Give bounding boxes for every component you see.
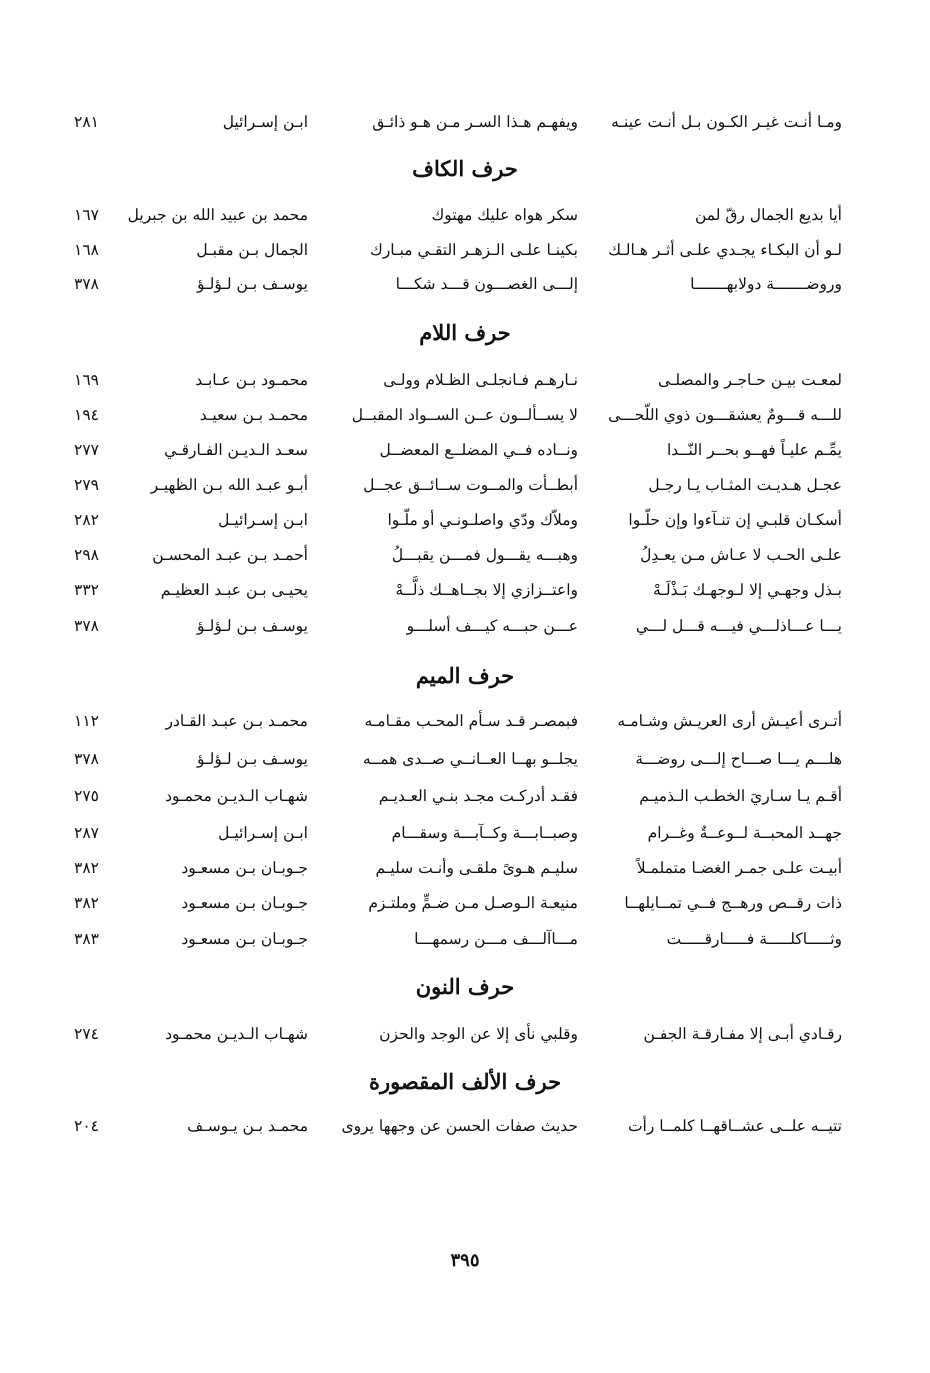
poet-name: ابـن إسـرائيل <box>222 113 308 131</box>
poet-name: جـوبـان بـن مسعـود <box>181 930 308 948</box>
hemistich-first: يـــا عـــاذلـــي فيـــه قـــل لـــي <box>635 617 842 635</box>
poet-name: محمـد بـن يـوسـف <box>187 1117 308 1135</box>
hemistich-second: وصبــابـــة وكــآبـــة وسقـــام <box>391 824 578 842</box>
hemistich-first: ومـا أنـت غيـر الكـون بـل أنـت عينـه <box>611 113 842 131</box>
hemistich-first: أبيـت علـى جمـر الغضـا متملمـلاً <box>636 859 842 877</box>
page-reference: ٢٧٥ <box>74 787 99 805</box>
hemistich-first: علـى الحـب لا عـاش مـن يعـدِلُ <box>640 546 842 564</box>
page-reference: ٢٧٩ <box>74 476 99 494</box>
table-row <box>0 365 930 395</box>
poet-name: جـوبـان بـن مسعـود <box>181 894 308 912</box>
poet-name: يوسـف بـن لـؤلـؤ <box>197 617 308 635</box>
poet-name: محمد بن عبيد الله بن جبريل <box>127 206 308 224</box>
table-row <box>0 540 930 570</box>
page-reference: ٢٨٢ <box>74 511 99 529</box>
table-row <box>0 853 930 883</box>
hemistich-first: وثـــــاكلـــــة فـــــارقـــــت <box>666 930 842 948</box>
table-row <box>0 818 930 848</box>
page-reference: ٣٧٨ <box>74 275 99 293</box>
hemistich-second: سليـم هـوىً ملقـى وأنـت سليـم <box>375 859 578 877</box>
page-reference: ١٦٧ <box>74 206 99 224</box>
section-heading-mim: حرف الميم <box>415 663 515 688</box>
hemistich-second: سكر هواه عليك مهتوك <box>431 206 578 224</box>
hemistich-first: لمعـت بيـن حـاجـر والمصلـى <box>657 371 842 389</box>
poet-name: أبـو عبـد الله بـن الظهيـر <box>150 476 308 494</box>
poet-name: محمـد بـن سعيـد <box>199 406 308 424</box>
hemistich-second: عـــن حبـــه كيـــف أسلـــو <box>406 617 578 635</box>
hemistich-first: رقـادي أبـى إلا مفـارقـة الجفـن <box>643 1025 842 1043</box>
poet-name: الجمال بـن مقبـل <box>196 241 308 259</box>
page-reference: ٢٨٧ <box>74 824 99 842</box>
hemistich-second: وقلبي نأى إلا عن الوجد والحزن <box>379 1025 578 1043</box>
page-reference: ٣٧٨ <box>74 750 99 768</box>
hemistich-first: عجـل هـديـت المثـاب يـا رجـل <box>648 476 842 494</box>
page-reference: ٣٧٨ <box>74 617 99 635</box>
hemistich-second: يجلــو بهــا العــانــي صــدى همــه <box>362 750 578 768</box>
hemistich-second: بكينـا علـى الـزهـر التقـي مبـارك <box>370 241 578 259</box>
hemistich-first: للـــه قـــومٌ يعشقـــون ذوي اللّحـــى <box>608 406 842 424</box>
poet-name: شهـاب الـديـن محمـود <box>165 1025 308 1043</box>
hemistich-second: لا يســألــون عــن الســواد المقبــل <box>351 406 578 424</box>
page-reference: ٣٨٢ <box>74 859 99 877</box>
hemistich-first: لـو أن البكـاء يجـدي علـى أثـر هـالـك <box>608 241 842 259</box>
hemistich-first: أيا بديع الجمال رقّ لمن <box>694 206 842 224</box>
poet-name: يوسـف بـن لـؤلـؤ <box>197 750 308 768</box>
poet-name: سعـد الـديـن الفـارقـي <box>164 441 308 459</box>
page-reference: ١١٢ <box>74 712 99 730</box>
page-reference: ١٦٩ <box>74 371 99 389</box>
table-row <box>0 1019 930 1049</box>
hemistich-first: بـذل وجهـي إلا لـوجهـك بَـذْلَـهْ <box>653 581 842 599</box>
poet-name: محمـود بـن عـابـد <box>195 371 308 389</box>
hemistich-first: وروضـــــــة دولابهـــــــا <box>690 275 842 293</box>
poet-name: شهـاب الـديـن محمـود <box>165 787 308 805</box>
page-reference: ٢٩٨ <box>74 546 99 564</box>
table-row <box>0 781 930 811</box>
table-row <box>0 888 930 918</box>
hemistich-second: فبمصـر قـد سـأم المحـب مقـامـه <box>364 712 578 730</box>
table-row <box>0 575 930 605</box>
table-row <box>0 924 930 954</box>
hemistich-second: نـارهـم فـانجلـى الظـلام وولـى <box>383 371 578 389</box>
hemistich-second: ونــاده فــي المضلــع المعضــل <box>379 441 578 459</box>
hemistich-second: حديث صفات الحسن عن وجهها يروى <box>341 1117 578 1135</box>
hemistich-second: وملاّك ودّي واصلـونـي أو ملّـوا <box>387 511 578 529</box>
table-row <box>0 611 930 641</box>
page-reference: ٣٨٢ <box>74 894 99 912</box>
poet-name: أحمـد بـن عبـد المحسـن <box>152 546 308 564</box>
hemistich-second: واعتــزازي إلا بجــاهــك ذلَّــهْ <box>395 581 578 599</box>
page-reference: ٣٣٢ <box>74 581 99 599</box>
hemistich-first: ذات رقــص ورهــج فــي تمــايلهــا <box>624 894 842 912</box>
page-number: ٣٩٥ <box>450 1250 480 1271</box>
hemistich-second: أبطــأت والمــوت ســائــق عجــل <box>363 476 578 494</box>
poet-name: يحيـى بـن عبـد العظيـم <box>160 581 308 599</box>
section-heading-kaf: حرف الكاف <box>412 156 518 181</box>
poet-name: يوسـف بـن لـؤلـؤ <box>197 275 308 293</box>
hemistich-second: منيعـة الـوصـل مـن ضـمٍّ وملتـزم <box>368 894 578 912</box>
table-row <box>0 235 930 265</box>
table-row <box>0 269 930 299</box>
hemistich-first: أقـم يـا سـاريَ الخطـب الـذميـم <box>639 787 842 805</box>
hemistich-second: وهبـــه يقـــول فمـــن يقبـــلُ <box>391 546 578 564</box>
table-row <box>0 435 930 465</box>
table-row <box>0 107 930 137</box>
table-row <box>0 1111 930 1141</box>
section-heading-lam: حرف اللام <box>419 320 511 345</box>
hemistich-second: ويفهـم هـذا السـر مـن هـو ذائـق <box>372 113 578 131</box>
page-reference: ١٦٨ <box>74 241 99 259</box>
hemistich-second: فقـد أدركـت مجـد بنـي العـديـم <box>378 787 578 805</box>
hemistich-second: مـــاآلـــف مـــن رسمهـــا <box>414 930 578 948</box>
page-reference: ٢٧٧ <box>74 441 99 459</box>
hemistich-first: تتيــه علــى عشــاقهــا كلمــا رأت <box>627 1117 842 1135</box>
poet-name: محمـد بـن عبـد القـادر <box>165 712 308 730</box>
table-row <box>0 470 930 500</box>
page-reference: ١٩٤ <box>74 406 99 424</box>
page-reference: ٢٨١ <box>74 113 99 131</box>
hemistich-first: أسكـان قلبـي إن تنـآءوا وإن حلّـوا <box>628 511 842 529</box>
page-reference: ٣٨٣ <box>74 930 99 948</box>
table-row <box>0 200 930 230</box>
hemistich-first: أتـرى أعيـش أرى العريـش وشـامـه <box>617 712 842 730</box>
poet-name: جـوبـان بـن مسعـود <box>181 859 308 877</box>
section-heading-alif-maqsura: حرف الألف المقصورة <box>368 1069 562 1094</box>
hemistich-first: جهــد المحبــة لــوعــةٌ وغــرام <box>647 824 842 842</box>
table-row <box>0 400 930 430</box>
table-row <box>0 505 930 535</box>
poet-name: ابـن إسـرائيـل <box>218 824 308 842</box>
table-row <box>0 744 930 774</box>
hemistich-second: إلـــى الغصـــون قـــد شكـــا <box>395 275 578 293</box>
page-reference: ٢٠٤ <box>74 1117 99 1135</box>
table-row <box>0 706 930 736</box>
hemistich-first: يمِّـم عليـاً فهــو بحــر النّــدا <box>667 441 842 459</box>
page-reference: ٢٧٤ <box>74 1025 99 1043</box>
poet-name: ابـن إسـرائيـل <box>218 511 308 529</box>
section-heading-nun: حرف النون <box>415 974 515 999</box>
hemistich-first: هلـــم يـــا صـــاح إلـــى روضـــة <box>635 750 842 768</box>
